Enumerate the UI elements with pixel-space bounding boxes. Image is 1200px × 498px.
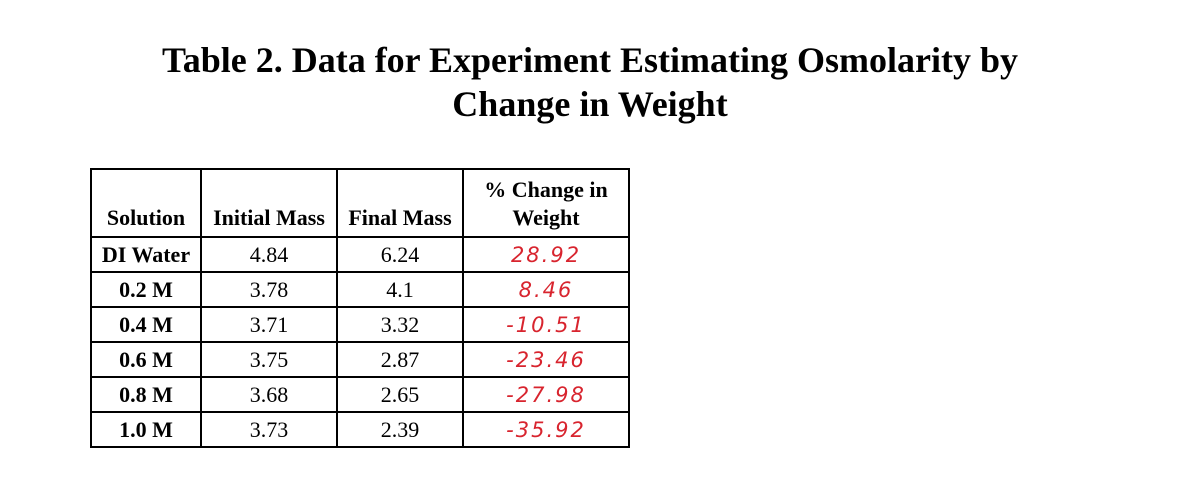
cell-initial-mass: 3.73 xyxy=(201,412,337,447)
cell-percent-change: 28.92 xyxy=(463,237,629,272)
cell-solution: 1.0 M xyxy=(91,412,201,447)
cell-initial-mass: 3.68 xyxy=(201,377,337,412)
table-row xyxy=(91,377,629,412)
header-initial-mass: Initial Mass xyxy=(201,169,337,237)
cell-percent-change: -27.98 xyxy=(463,377,629,412)
cell-final-mass: 6.24 xyxy=(337,237,463,272)
cell-solution: DI Water xyxy=(91,237,201,272)
data-table xyxy=(90,168,630,448)
cell-percent-change: 8.46 xyxy=(463,272,629,307)
header-final-mass: Final Mass xyxy=(337,169,463,237)
table-row xyxy=(91,412,629,447)
cell-percent-change: -23.46 xyxy=(463,342,629,377)
table-title-line-1: Table 2. Data for Experiment Estimating Osmolarity by xyxy=(162,40,1018,80)
header-percent-change: % Change in Weight xyxy=(463,169,629,237)
table-title-line-2: Change in Weight xyxy=(452,84,728,124)
cell-solution: 0.8 M xyxy=(91,377,201,412)
table-header-row xyxy=(91,169,629,237)
table-row xyxy=(91,237,629,272)
cell-initial-mass: 3.71 xyxy=(201,307,337,342)
cell-solution: 0.6 M xyxy=(91,342,201,377)
cell-percent-change: -35.92 xyxy=(463,412,629,447)
table-row xyxy=(91,272,629,307)
cell-initial-mass: 3.78 xyxy=(201,272,337,307)
cell-solution: 0.2 M xyxy=(91,272,201,307)
cell-percent-change: -10.51 xyxy=(463,307,629,342)
table-row xyxy=(91,307,629,342)
cell-final-mass: 4.1 xyxy=(337,272,463,307)
cell-initial-mass: 4.84 xyxy=(201,237,337,272)
cell-final-mass: 2.87 xyxy=(337,342,463,377)
cell-initial-mass: 3.75 xyxy=(201,342,337,377)
header-solution: Solution xyxy=(91,169,201,237)
cell-final-mass: 2.39 xyxy=(337,412,463,447)
cell-final-mass: 3.32 xyxy=(337,307,463,342)
cell-final-mass: 2.65 xyxy=(337,377,463,412)
table-row xyxy=(91,342,629,377)
cell-solution: 0.4 M xyxy=(91,307,201,342)
table-title xyxy=(0,38,1180,126)
